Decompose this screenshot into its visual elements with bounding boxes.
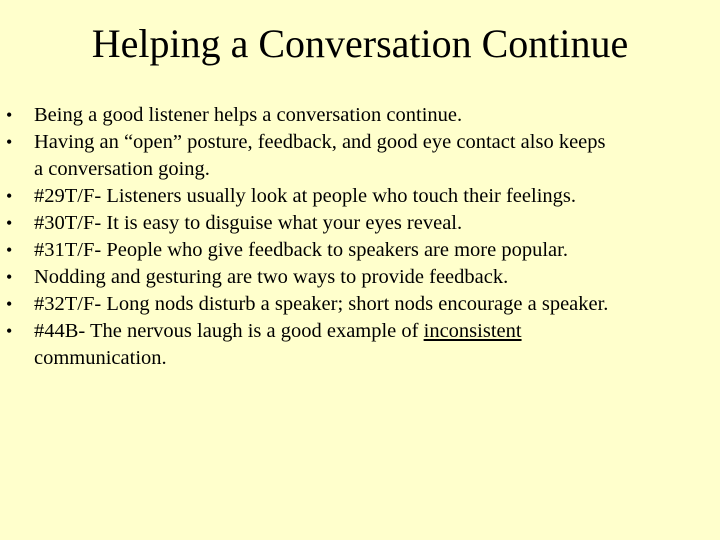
bullet-item	[0, 264, 720, 291]
bullet-item	[0, 183, 720, 210]
bullet-text: #29T/F- Listeners usually look at people who touch their feelings.	[34, 185, 576, 207]
bullet-icon: •	[6, 105, 13, 125]
bullet-item	[0, 318, 720, 372]
bullet-item	[0, 102, 720, 129]
underlined-term: inconsistent	[423, 320, 522, 342]
bullet-text: #32T/F- Long nods disturb a speaker; short nods encourage a speaker.	[34, 293, 609, 315]
bullet-item	[0, 237, 720, 264]
bullet-text: #31T/F- People who give feedback to speakers are more popular.	[34, 239, 568, 261]
bullet-icon: •	[6, 294, 13, 314]
bullet-item	[0, 129, 720, 183]
bullet-text: Nodding and gesturing are two ways to provide feedback.	[34, 266, 509, 288]
bullet-text-continuation: a conversation going.	[34, 158, 210, 180]
bullet-item	[0, 210, 720, 237]
slide-title: Helping a Conversation Continue	[91, 21, 629, 66]
bullet-text: #44B- The nervous laugh is a good example of	[34, 320, 424, 342]
bullet-text: Being a good listener helps a conversation continue.	[34, 104, 463, 126]
bullet-icon: •	[6, 186, 13, 206]
bullet-item	[0, 291, 720, 318]
bullet-icon: •	[6, 321, 13, 341]
bullet-text-continuation: communication.	[34, 347, 167, 369]
bullet-icon: •	[6, 132, 13, 152]
bullet-icon: •	[6, 267, 13, 287]
bullet-icon: •	[6, 213, 13, 233]
bullet-text: #30T/F- It is easy to disguise what your eyes reveal.	[34, 212, 463, 234]
bullet-text: Having an “open” posture, feedback, and good eye contact also keeps	[34, 131, 606, 153]
bullet-icon: •	[6, 240, 13, 260]
bullet-list	[0, 102, 720, 372]
